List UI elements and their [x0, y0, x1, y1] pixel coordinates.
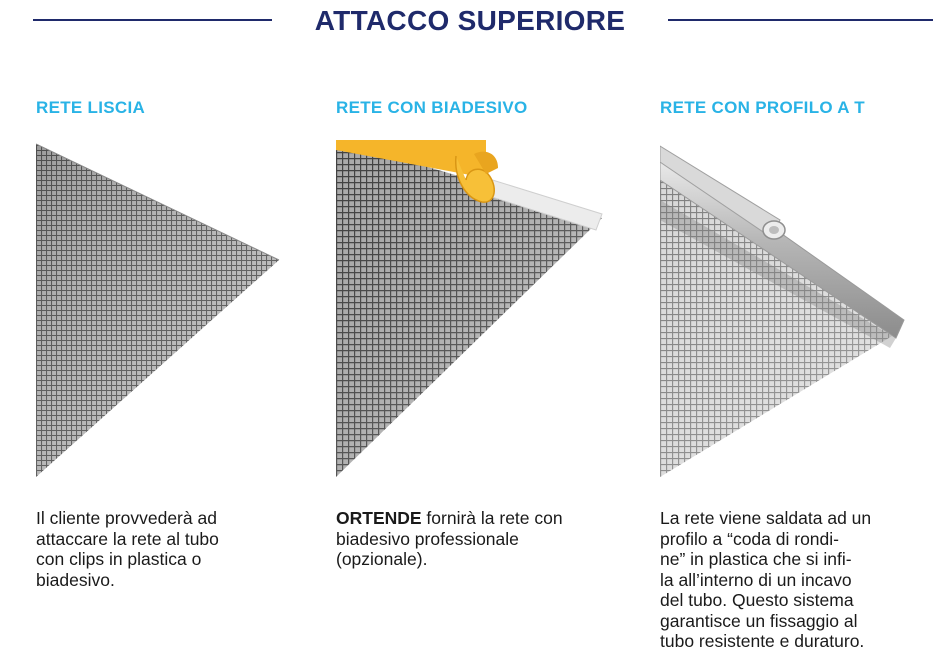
description-line: [336, 508, 601, 529]
description-line: garantisce un fissaggio al: [660, 610, 858, 631]
description-rete-con-profilo-a-t: [660, 508, 925, 652]
plain-mesh-image: [36, 140, 326, 477]
description-line: biadesivo.: [36, 569, 115, 590]
description-line: La rete viene saldata ad un: [660, 508, 872, 528]
mesh-with-t-profile-image: [660, 140, 941, 477]
mesh-with-tape-image: [336, 140, 626, 477]
description-line: attaccare la rete al tubo: [36, 528, 219, 549]
description-line: la all’interno di un incavo: [660, 569, 852, 590]
page-title: ATTACCO SUPERIORE: [314, 5, 626, 36]
description-line: profilo a “coda di rondi-: [660, 528, 839, 549]
brand-name: ORTENDE: [336, 508, 422, 528]
description-line: Il cliente provvederà ad: [36, 508, 217, 528]
description-line: del tubo. Questo sistema: [660, 590, 854, 610]
title-rule-left: [33, 19, 272, 21]
description-line: tubo resistente e duraturo.: [660, 631, 865, 651]
heading-rete-liscia: RETE LISCIA: [36, 98, 146, 117]
description-line: (opzionale).: [336, 549, 428, 569]
description-line: ne” in plastica che si infi-: [660, 549, 852, 569]
description-line: con clips in plastica o: [36, 549, 202, 569]
heading-rete-con-biadesivo: RETE CON BIADESIVO: [336, 98, 528, 117]
description-rete-liscia: [36, 508, 301, 590]
description-rete-con-biadesivo: [336, 508, 601, 570]
title-rule-right: [668, 19, 933, 21]
description-text: fornirà la rete con: [421, 508, 563, 528]
description-line: biadesivo professionale: [336, 528, 519, 549]
heading-rete-con-profilo-a-t: RETE CON PROFILO A T: [660, 98, 865, 117]
